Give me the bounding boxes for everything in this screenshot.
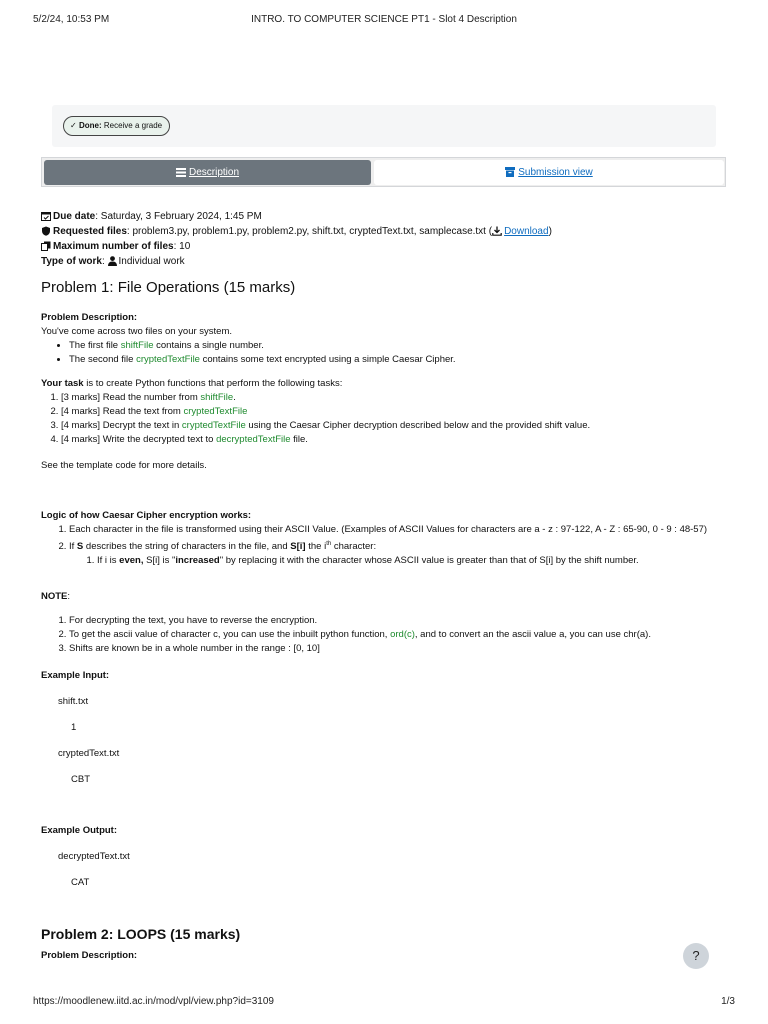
problem1-description-block — [41, 311, 456, 367]
task-rest: is to create Python functions that perform the following tasks: — [83, 378, 343, 389]
problem2-desc-heading: Problem Description: — [41, 950, 138, 961]
requested-files-line — [41, 224, 731, 239]
input-file2: cryptedText.txt — [58, 748, 120, 759]
work-type-label: Type of work — [41, 256, 102, 267]
list-item: 3. [4 marks] Decrypt the text in cryptedTextFile using the Caesar Cipher decryption described below and the provided shift value. — [61, 419, 590, 433]
problem1-desc-intro: You've come across two files on your system. — [41, 326, 233, 337]
input-file1: shift.txt — [58, 696, 89, 707]
print-title: INTRO. TO COMPUTER SCIENCE PT1 - Slot 4 Description — [251, 14, 517, 25]
note-list — [41, 614, 651, 656]
problem1-desc-heading: Problem Description: — [41, 312, 138, 323]
max-files-line — [41, 239, 731, 254]
list-item: 1. [3 marks] Read the number from shiftFile. — [61, 391, 590, 405]
user-icon — [108, 256, 117, 266]
tab-submission-view[interactable] — [374, 160, 724, 185]
max-files-value: : 10 — [173, 241, 191, 252]
note-block — [41, 614, 651, 656]
task-list — [41, 391, 590, 447]
list-item: 1. If i is even, S[i] is "increased" by replacing it with the character whose ASCII value is greater than that of S[i] by the shift number. — [97, 554, 725, 568]
list-item: 2. To get the ascii value of character c, you can use the inbuilt python function, ord(c), and to convert an the ascii value a, you can use chr(a). — [69, 628, 651, 642]
task-bold: Your task — [41, 378, 84, 389]
output-val: CAT — [71, 877, 90, 888]
problem2-title: Problem 2: LOOPS (15 marks) — [41, 926, 241, 942]
download-icon — [492, 226, 502, 236]
input-val1: 1 — [71, 722, 77, 733]
tab-description[interactable] — [44, 160, 371, 185]
shield-icon — [41, 226, 51, 236]
logic-list — [41, 523, 725, 568]
print-footer — [33, 996, 735, 1010]
calendar-check-icon — [41, 211, 51, 221]
completion-info — [52, 105, 716, 147]
due-date-value: : Saturday, 3 February 2024, 1:45 PM — [95, 211, 262, 222]
logic-sublist — [69, 554, 725, 568]
max-files-label: Maximum number of files — [53, 241, 174, 252]
requested-files-label: Requested files — [53, 226, 127, 237]
download-link[interactable]: Download — [504, 226, 549, 237]
print-page-number: 1/3 — [721, 996, 735, 1007]
list-item: • The first file shiftFile contains a single number. — [69, 339, 456, 353]
done-text: Receive a grade — [103, 121, 163, 130]
list-item: 3. Shifts are known be in a whole number in the range : [0, 10] — [69, 642, 651, 656]
list-item: 2. If S describes the string of characters in the file, and S[i] the $i^{th}$ character: 1. If i is even, S[i] is "increased" by replacing it with the character whose ASCII value is greater than that of S[i] by the shift number. — [69, 537, 725, 568]
problem1-title: Problem 1: File Operations (15 marks) — [41, 279, 296, 296]
help-button[interactable]: ? — [683, 943, 709, 969]
example-output-heading: Example Output: — [41, 825, 118, 836]
template-note: See the template code for more details. — [41, 460, 207, 471]
input-val2: CBT — [71, 774, 90, 785]
vpl-tabs — [41, 157, 726, 187]
copy-files-icon — [41, 241, 51, 251]
list-item: 4. [4 marks] Write the decrypted text to decryptedTextFile file. — [61, 433, 590, 447]
main-content — [41, 209, 731, 961]
print-header — [33, 14, 735, 28]
output-file: decryptedText.txt — [58, 851, 130, 862]
completion-badge — [63, 116, 170, 136]
list-item: 2. [4 marks] Read the text from cryptedTextFile — [61, 405, 590, 419]
archive-icon — [505, 167, 515, 177]
done-label: Done: — [78, 121, 102, 130]
requested-files-close: ) — [548, 226, 552, 237]
list-item: 1. For decrypting the text, you have to reverse the encryption. — [69, 614, 651, 628]
requested-files-value: : problem3.py, problem1.py, problem2.py, shift.txt, cryptedText.txt, samplecase.txt ( — [126, 226, 493, 237]
note-heading: NOTE — [41, 591, 68, 602]
tab-description-label: Description — [188, 167, 240, 178]
due-date-label: Due date — [53, 211, 96, 222]
problem1-tasks-block — [41, 377, 590, 447]
list-item: 1. Each character in the file is transformed using their ASCII Value. (Examples of ASCII Values for characters are a - z : 97-122, A - Z : 65-90, 0 - 9 : 48-57) — [69, 523, 725, 537]
list-item: • The second file cryptedTextFile contains some text encrypted using a simple Caesar Cipher. — [69, 353, 456, 367]
work-type-line — [41, 254, 731, 269]
example-input-heading: Example Input: — [41, 670, 110, 681]
list-icon — [176, 168, 186, 177]
logic-heading: Logic of how Caesar Cipher encryption works: — [41, 510, 252, 521]
tab-submission-label: Submission view — [518, 167, 593, 178]
note-heading-line: NOTE: — [41, 591, 71, 602]
problem1-file-list — [41, 339, 456, 367]
work-type-sep: : — [101, 256, 105, 267]
check-icon: ✓ — [70, 121, 77, 130]
work-type-value: Individual work — [118, 256, 185, 267]
due-date-line — [41, 209, 731, 224]
print-datetime: 5/2/24, 10:53 PM — [33, 14, 110, 25]
logic-block — [41, 509, 725, 568]
print-url: https://moodlenew.iitd.ac.in/mod/vpl/view.php?id=3109 — [33, 996, 274, 1007]
